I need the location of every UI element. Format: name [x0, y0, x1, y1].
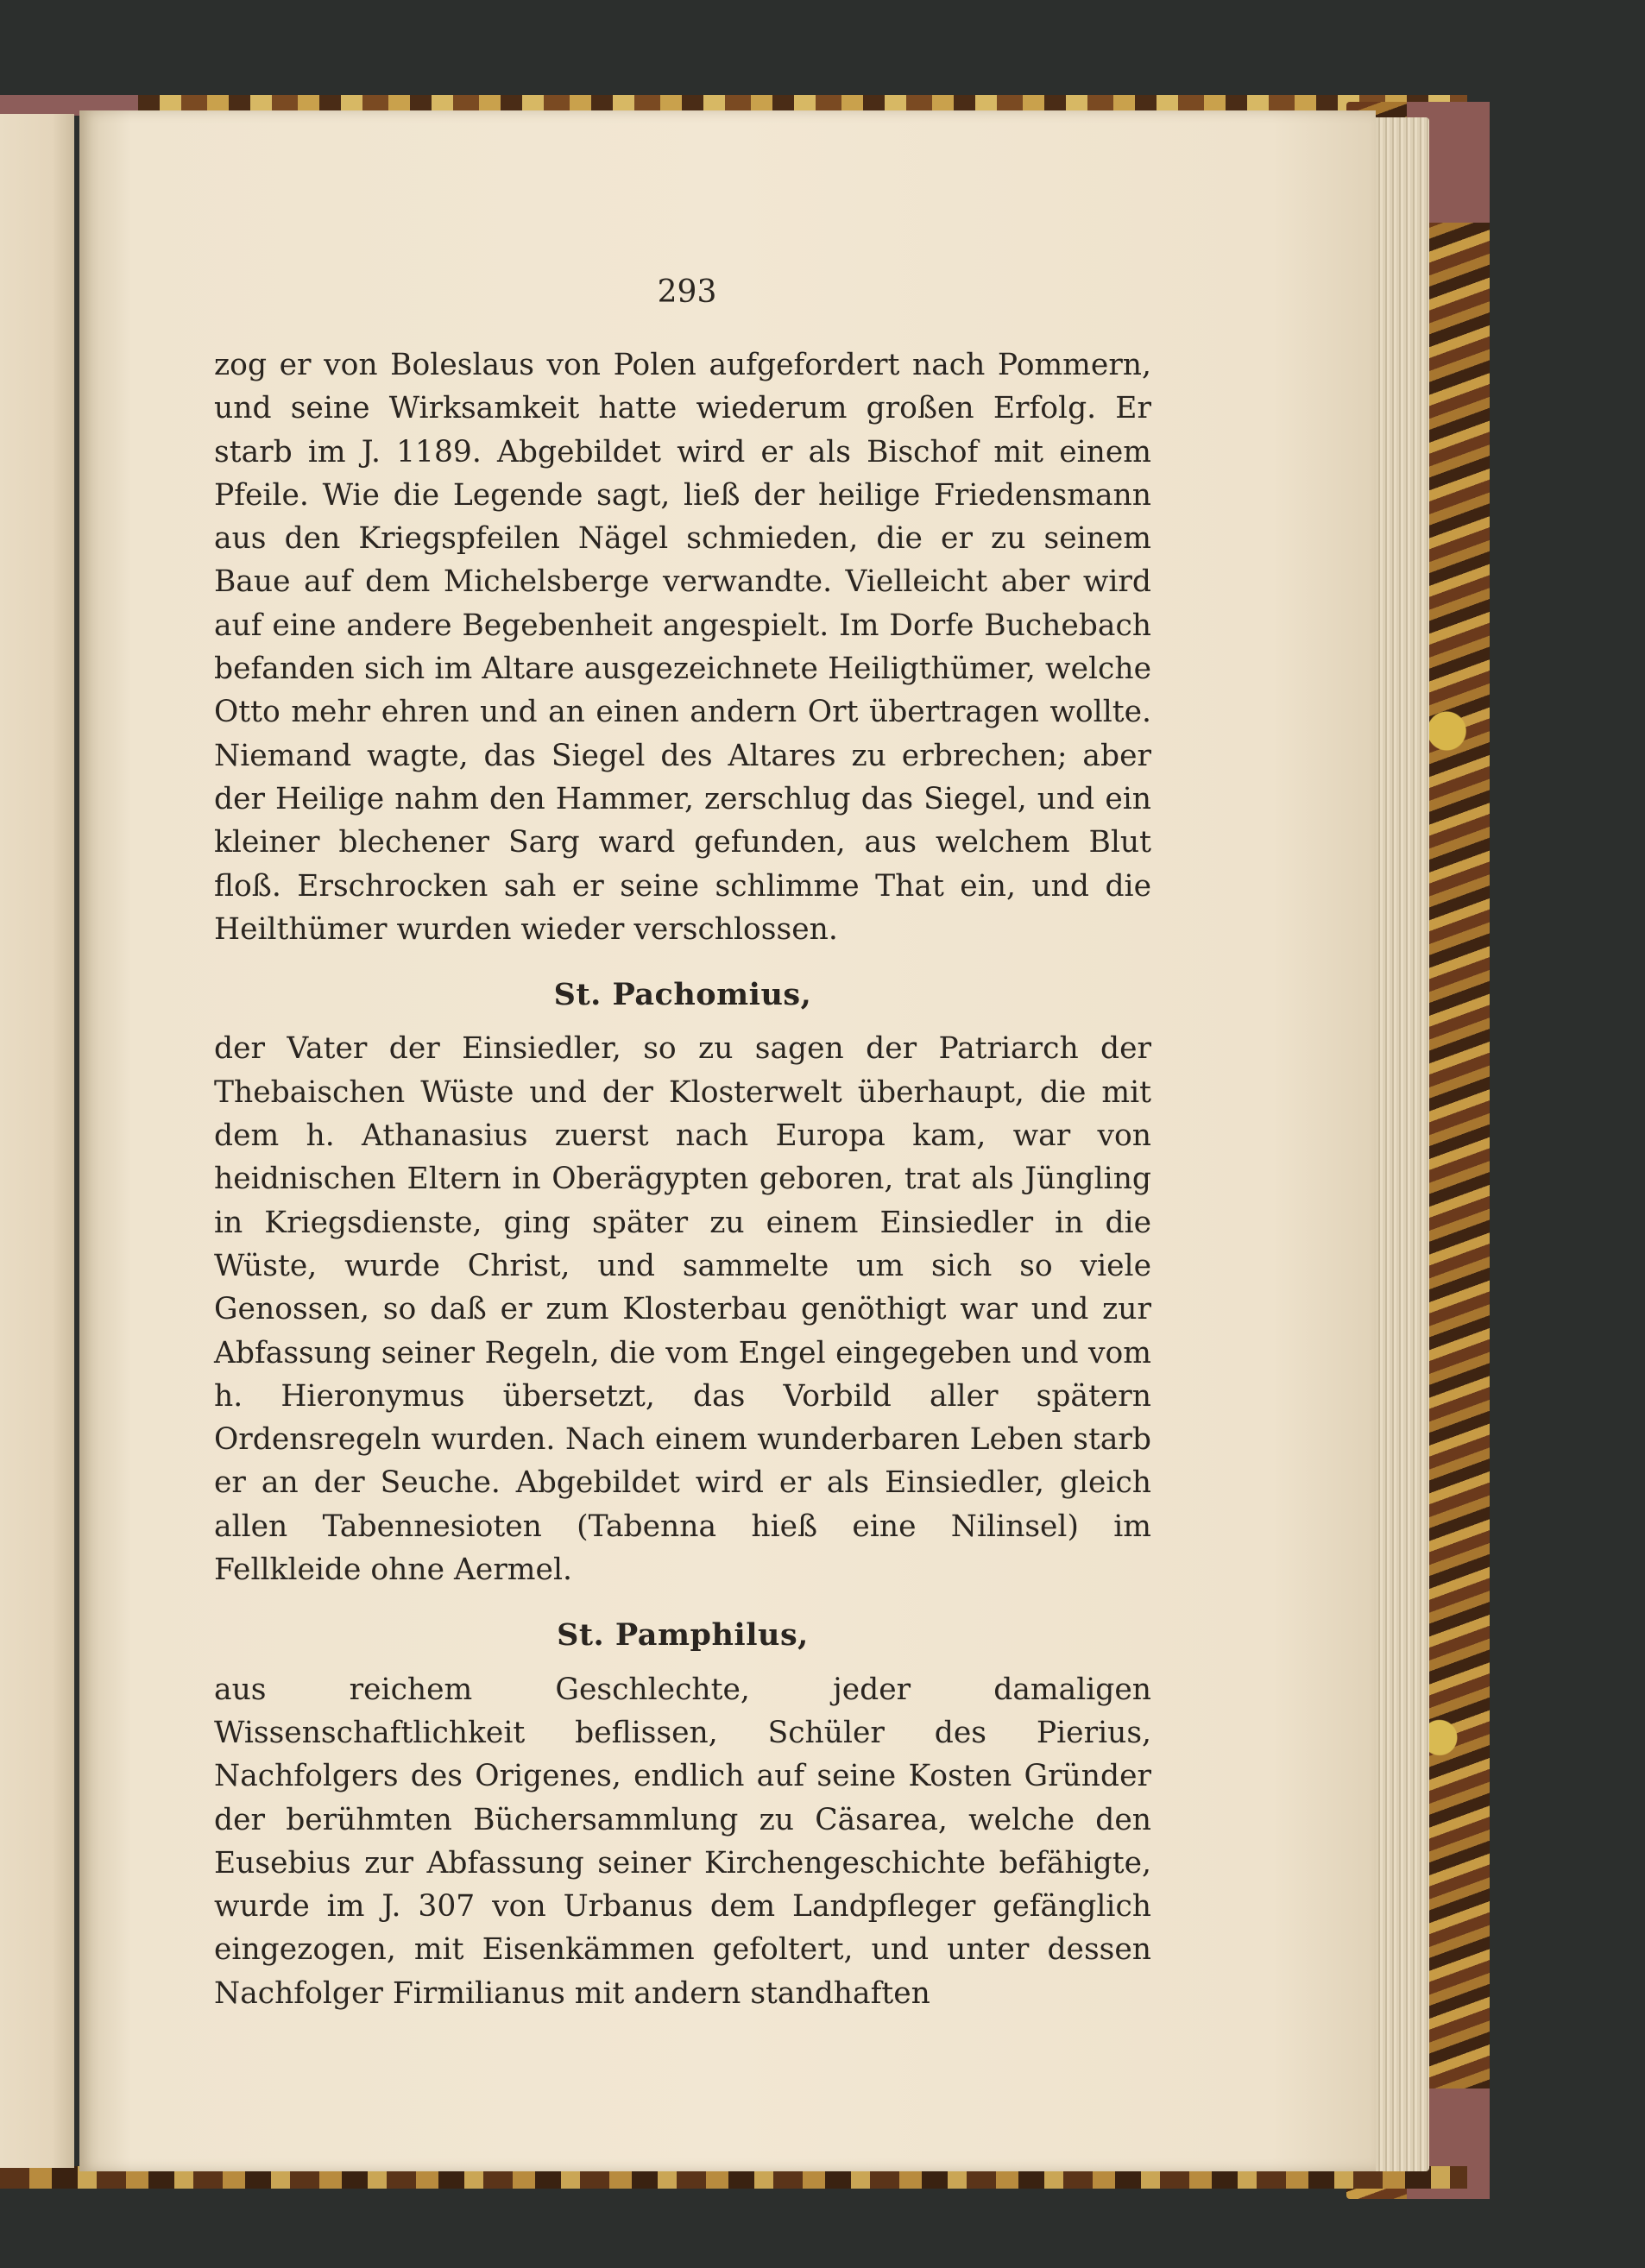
- paragraph-continued: zog er von Boleslaus von Polen aufgefordert nach Pommern, und seine Wirksamkeit hatte wiederum großen Erfolg. Er starb im J. 1189. Abgebildet wird er als Bischof mit einem Pfeile. Wie die Legende sagt, ließ der heilige Friedensmann aus den Kriegspfeilen Nägel schmieden, die er zu seinem Baue auf dem Michelsberge verwandte. Vielleicht aber wird auf eine andere Begebenheit angespielt. Im Dorfe Buchebach befanden sich im Altare ausgezeichnete Heiligthümer, welche Otto mehr ehren und an einen andern Ort übertragen wollte. Niemand wagte, das Siegel des Altares zu erbrechen; aber der Heilige nahm den Hammer, zerschlug das Siegel, und ein kleiner blechener Sarg ward gefunden, aus welchem Blut floß. Erschrocken sah er seine schlimme That ein, und die Heilthümer wurden wieder verschlossen.: [214, 348, 1151, 947]
- page-text: [214, 343, 1151, 2015]
- section-heading-pamphilus: St. Pamphilus,: [557, 1617, 809, 1654]
- section-text-pamphilus: aus reichem Geschlechte, jeder damaligen Wissenschaftlichkeit beflissen, Schüler des Pierius, Nachfolgers des Origenes, endlich auf seine Kosten Gründer der berühmten Büchersammlung zu Cäsarea, welche den Eusebius zur Abfassung seiner Kirchengeschichte befähigte, wurde im J. 307 von Urbanus dem Landpfleger gefänglich eingezogen, mit Eisenkämmen gefoltert, und unter dessen Nachfolger Firmilianus mit andern standhaften: [214, 1672, 1151, 2011]
- page-number: 293: [657, 274, 717, 310]
- page-stack-edges: [1369, 117, 1429, 2171]
- section-heading-pachomius: St. Pachomius,: [553, 977, 812, 1013]
- previous-page-edge: [0, 114, 74, 2168]
- section-text-pachomius: der Vater der Einsiedler, so zu sagen der Patriarch der Thebaischen Wüste und der Klosterwelt überhaupt, die mit dem h. Athanasius zuerst nach Europa kam, war von heidnischen Eltern in Oberägypten geboren, trat als Jüngling in Kriegsdienste, ging später zu einem Einsiedler in die Wüste, wurde Christ, und sammelte um sich so viele Genossen, so daß er zum Klosterbau genöthigt war und zur Abfassung seiner Regeln, die vom Engel eingegeben und vom h. Hieronymus übersetzt, das Vorbild aller spätern Ordensregeln wurden. Nach einem wunderbaren Leben starb er an der Seuche. Abgebildet wird er als Einsiedler, gleich allen Tabennesioten (Tabenna hieß eine Nilinsel) im Fellkleide ohne Aermel.: [214, 1031, 1151, 1588]
